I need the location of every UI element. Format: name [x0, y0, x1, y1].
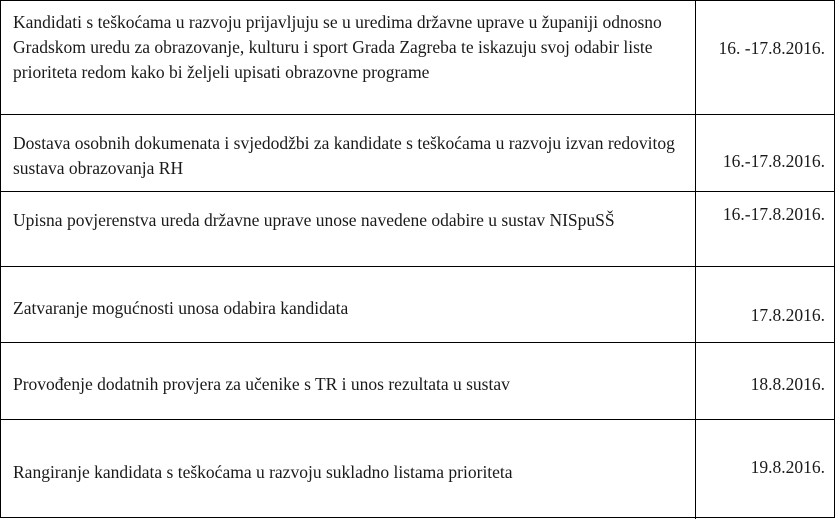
row-description: Dostava osobnih dokumenata i svjedodžbi za kandidate s teškoćama u razvoju izvan redovitog sustava obrazovanja RH [13, 133, 675, 178]
row-description: Rangiranje kandidata s teškoćama u razvoju sukladno listama prioriteta [13, 462, 513, 482]
table-row [1, 343, 834, 420]
table-row [1, 267, 834, 343]
column-divider [695, 420, 696, 519]
row-date: 16.-17.8.2016. [722, 151, 825, 171]
table-row [1, 1, 834, 115]
column-divider [695, 192, 696, 266]
column-divider [695, 343, 696, 419]
column-divider [695, 115, 696, 191]
table-row [1, 420, 834, 519]
row-date: 19.8.2016. [750, 457, 825, 477]
row-date: 18.8.2016. [750, 374, 825, 394]
row-description: Upisna povjerenstva ureda državne uprave unose navedene odabire u sustav NISpuSŠ [13, 210, 615, 230]
row-description: Zatvaranje mogućnosti unosa odabira kandidata [13, 298, 349, 318]
column-divider [695, 1, 696, 114]
row-date: 16.-17.8.2016. [722, 204, 825, 224]
row-date: 16. -17.8.2016. [718, 38, 825, 58]
row-description: Kandidati s teškoćama u razvoju prijavljuju se u uredima državne uprave u županiji odnosno Gradskom uredu za obrazovanje, kulturu i sport Grada Zagreba te iskazuju svoj odabir liste prioriteta redom kako bi željeli upisati obrazovne programe [13, 12, 662, 82]
row-date: 17.8.2016. [750, 305, 825, 325]
table-row [1, 192, 834, 267]
table-row [1, 115, 834, 192]
row-description: Provođenje dodatnih provjera za učenike s TR i unos rezultata u sustav [13, 374, 510, 394]
column-divider [695, 267, 696, 342]
